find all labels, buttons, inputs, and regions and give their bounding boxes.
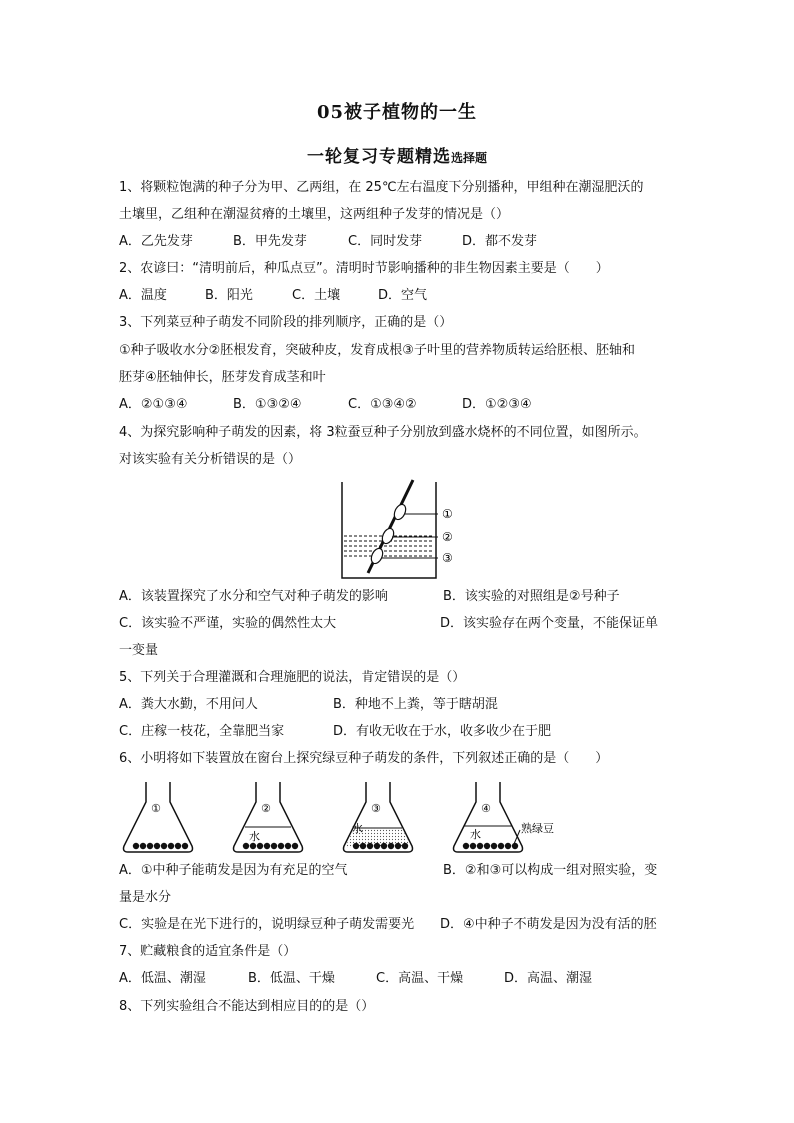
q1-option-c: C．同时发芽 bbox=[348, 234, 423, 249]
flask-4 bbox=[454, 782, 555, 852]
q3-detail-line1: ①种子吸收水分②胚根发育，突破种皮，发育成根③子叶里的营养物质转运给胚根、胚轴和 bbox=[119, 343, 635, 358]
flask-1 bbox=[124, 782, 193, 852]
q4-stem-line1: 4、为探究影响种子萌发的因素，将 3粒蚕豆种子分别放到盛水烧杯的不同位置，如图所示。 bbox=[119, 425, 647, 440]
q4-option-b: B．该实验的对照组是②号种子 bbox=[443, 589, 620, 604]
q3-option-d: D．①②③④ bbox=[462, 397, 532, 412]
q6-option-c: C．实验是在光下进行的，说明绿豆种子萌发需要光 bbox=[119, 917, 415, 932]
q2-option-d: D．空气 bbox=[378, 288, 428, 303]
page-title: 05被子植物的一生 bbox=[316, 102, 478, 123]
q7-option-a: A．低温、潮湿 bbox=[119, 971, 206, 986]
q1-stem-line1: 1、将颗粒饱满的种子分为甲、乙两组，在 25℃左右温度下分别播种，甲组种在潮湿肥沃的 bbox=[119, 180, 644, 195]
q2-option-a: A．温度 bbox=[119, 288, 167, 303]
q1-option-a: A．乙先发芽 bbox=[119, 234, 193, 249]
q7-option-c: C．高温、干燥 bbox=[376, 971, 464, 986]
flask-3 bbox=[344, 782, 413, 852]
figure-label-3: ③ bbox=[442, 551, 453, 565]
q3-option-a: A．②①③④ bbox=[119, 397, 188, 412]
q3-option-c: C．①③④② bbox=[348, 397, 417, 412]
q7-option-b: B．低温、干燥 bbox=[248, 971, 335, 986]
q5-option-c: C．庄稼一枝花，全靠肥当家 bbox=[119, 724, 285, 739]
seed-label: 熟绿豆 bbox=[521, 822, 554, 835]
water-label-4: 水 bbox=[470, 828, 481, 841]
q2-stem: 2、农谚曰：“清明前后，种瓜点豆”。清明时节影响播种的非生物因素主要是（ ） bbox=[119, 261, 609, 276]
q6-stem: 6、小明将如下装置放在窗台上探究绿豆种子萌发的条件，下列叙述正确的是（ ） bbox=[119, 751, 609, 766]
subtitle-main: 一轮复习专题精选 bbox=[306, 147, 451, 167]
flask-label-1: ① bbox=[151, 802, 161, 815]
q3-detail-line2: 胚芽④胚轴伸长，胚芽发育成茎和叶 bbox=[119, 370, 326, 385]
q5-option-a: A．粪大水勤，不用问人 bbox=[119, 697, 258, 712]
q4-stem-line2: 对该实验有关分析错误的是（） bbox=[119, 452, 302, 467]
q1-option-d: D．都不发芽 bbox=[462, 234, 538, 249]
q2-option-b: B．阳光 bbox=[205, 288, 253, 303]
flask-2 bbox=[234, 782, 303, 852]
q3-option-b: B．①③②④ bbox=[233, 397, 302, 412]
q5-option-d: D．有收无收在于水，收多收少在于肥 bbox=[333, 724, 552, 739]
q7-option-d: D．高温、潮湿 bbox=[504, 971, 593, 986]
q4-option-d-line2: 一变量 bbox=[119, 643, 159, 658]
q8-stem: 8、下列实验组合不能达到相应目的的是（） bbox=[119, 999, 375, 1014]
subtitle-suffix: 选择题 bbox=[450, 151, 487, 165]
q1-option-b: B．甲先发芽 bbox=[233, 234, 307, 249]
q6-option-a: A．①中种子能萌发是因为有充足的空气 bbox=[119, 863, 348, 878]
flask-label-4: ④ bbox=[481, 802, 491, 815]
flask-label-2: ② bbox=[261, 802, 271, 815]
figure-label-1: ① bbox=[442, 507, 453, 521]
q4-option-a: A．该装置探究了水分和空气对种子萌发的影响 bbox=[119, 589, 388, 604]
q6-flasks-figure bbox=[118, 778, 598, 858]
q4-option-c: C．该实验不严谨，实验的偶然性太大 bbox=[119, 616, 337, 631]
q1-stem-line2: 土壤里，乙组种在潮湿贫瘠的土壤里，这两组种子发芽的情况是（） bbox=[119, 207, 510, 222]
q5-option-b: B．种地不上粪，等于瞎胡混 bbox=[333, 697, 498, 712]
water-label-3: 水 bbox=[352, 822, 363, 835]
q6-option-b-line1: B．②和③可以构成一组对照实验，变 bbox=[443, 863, 658, 878]
q6-option-d: D．④中种子不萌发是因为没有活的胚 bbox=[440, 917, 657, 932]
q2-option-c: C．土壤 bbox=[292, 288, 341, 303]
q4-option-d-line1: D．该实验存在两个变量，不能保证单 bbox=[440, 616, 659, 631]
q7-stem: 7、贮藏粮食的适宜条件是（） bbox=[119, 944, 297, 959]
water-label-2: 水 bbox=[249, 830, 260, 843]
figure-label-2: ② bbox=[442, 530, 453, 544]
q4-beaker-figure bbox=[330, 478, 470, 580]
q5-stem: 5、下列关于合理灌溉和合理施肥的说法，肯定错误的是（） bbox=[119, 670, 466, 685]
page-subtitle bbox=[0, 142, 794, 167]
flask-label-3: ③ bbox=[371, 802, 381, 815]
q6-option-b-line2: 量是水分 bbox=[119, 890, 172, 905]
q3-stem: 3、下列菜豆种子萌发不同阶段的排列顺序，正确的是（） bbox=[119, 315, 453, 330]
